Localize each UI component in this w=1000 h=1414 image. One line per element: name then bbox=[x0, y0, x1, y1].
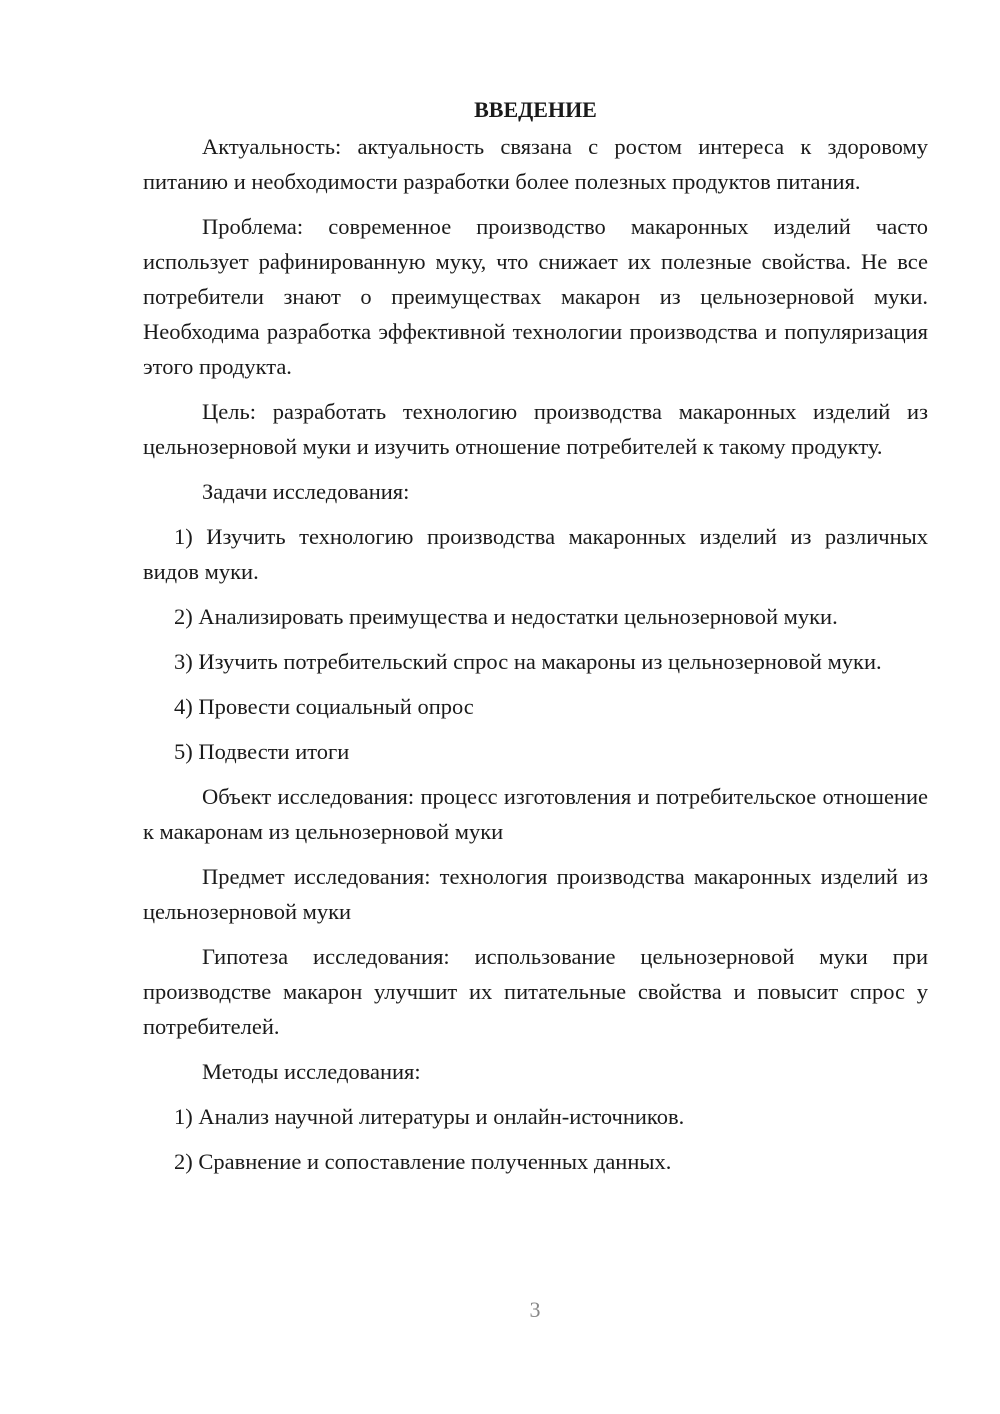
task-item-4: 4) Провести социальный опрос bbox=[174, 694, 474, 719]
method-item-2: 2) Сравнение и сопоставление полученных данных. bbox=[174, 1149, 672, 1174]
relevance-paragraph: Актуальность: актуальность связана с ростом интереса к здоровому питанию и необходимости разработки более полезных продуктов питания. bbox=[143, 134, 928, 194]
page-title: ВВЕДЕНИЕ bbox=[474, 97, 597, 122]
object-paragraph: Объект исследования: процесс изготовления и потребительское отношение к макаронам из цельнозерновой муки bbox=[143, 784, 928, 844]
hypothesis-paragraph: Гипотеза исследования: использование цельнозерновой муки при производстве макарон улучшит их питательные свойства и повысит спрос у потребителей. bbox=[143, 944, 928, 1039]
page-number: 3 bbox=[529, 1297, 541, 1322]
methods-heading: Методы исследования: bbox=[202, 1059, 421, 1084]
problem-paragraph: Проблема: современное производство макаронных изделий часто использует рафинированную муку, что снижает их полезные свойства. Не все потребители знают о преимуществах макарон из цельнозерновой муки. Необходима разработка эффективной технологии производства и популяризация этого продукта. bbox=[143, 214, 928, 379]
page-content bbox=[143, 92, 928, 1189]
task-item-1: 1) Изучить технологию производства макаронных изделий из различных видов муки. bbox=[143, 524, 928, 584]
goal-paragraph: Цель: разработать технологию производства макаронных изделий из цельнозерновой муки и изучить отношение потребителей к такому продукту. bbox=[143, 399, 928, 459]
task-item-5: 5) Подвести итоги bbox=[174, 739, 350, 764]
task-item-3: 3) Изучить потребительский спрос на макароны из цельнозерновой муки. bbox=[174, 649, 882, 674]
task-item-2: 2) Анализировать преимущества и недостатки цельнозерновой муки. bbox=[174, 604, 838, 629]
tasks-heading: Задачи исследования: bbox=[202, 479, 410, 504]
method-item-1: 1) Анализ научной литературы и онлайн-источников. bbox=[174, 1104, 685, 1129]
subject-paragraph: Предмет исследования: технология производства макаронных изделий из цельнозерновой муки bbox=[143, 864, 928, 924]
